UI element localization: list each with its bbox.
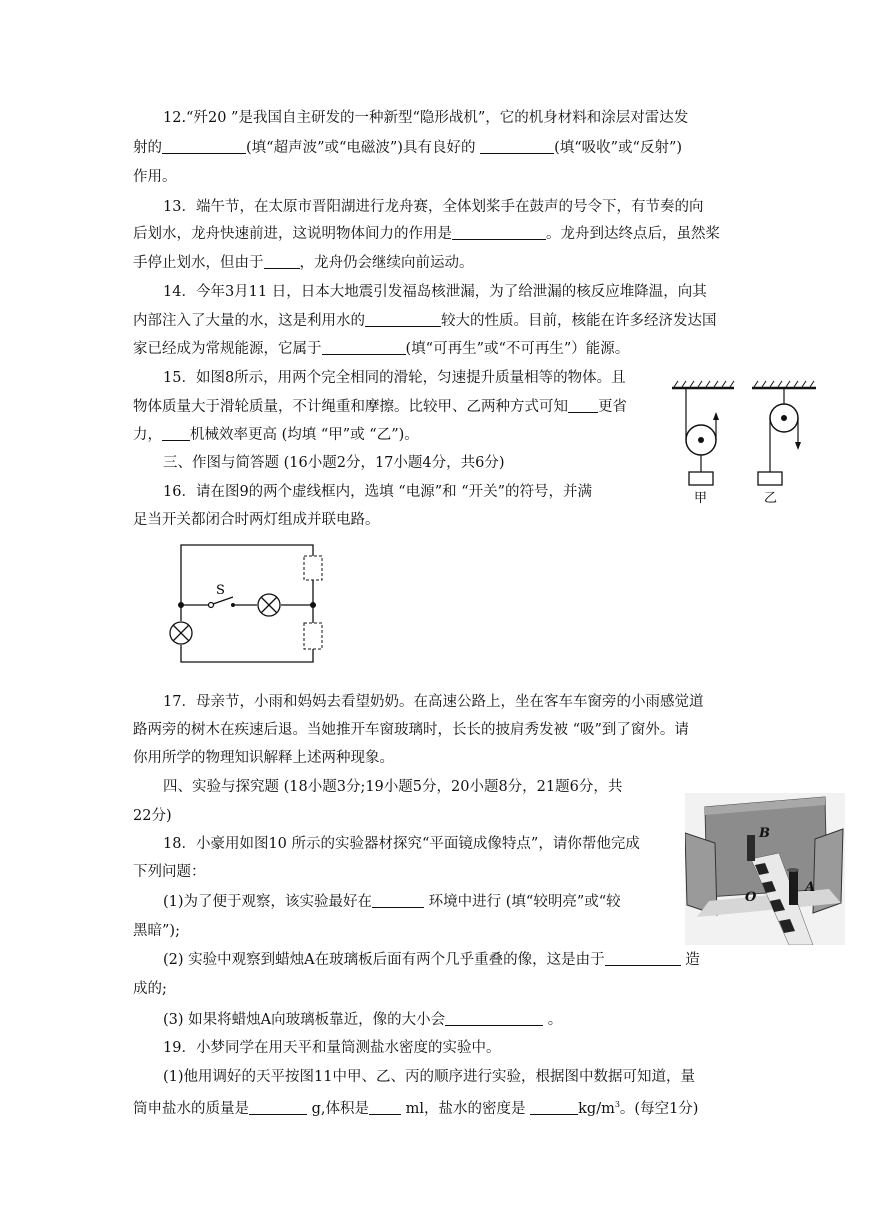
q14-line3 xyxy=(133,339,629,359)
q19-blank-1[interactable] xyxy=(249,1100,307,1115)
q13-line3 xyxy=(133,253,474,273)
q12-line1: 12.“歼20 ”是我国自主研发的一种新型“隐形战机”，它的机身材料和涂层对雷达发 xyxy=(163,110,689,126)
q13-text-a: 后划水，龙舟快速前进，这说明物体间力的作用是 xyxy=(133,226,452,242)
lamp-right xyxy=(258,594,280,616)
q18-line1: 18．小豪用如图10 所示的实验器材探究“平面镜成像特点”，请你帮他完成 xyxy=(163,836,640,852)
q19-text-d: kg/m xyxy=(578,1100,615,1117)
section-4-heading: 四、实验与探究题 (18小题3分;19小题5分，20小题8分，21题6分，共 xyxy=(163,779,623,795)
q14-line2 xyxy=(133,311,717,331)
q18-line2: 下列问题： xyxy=(133,864,206,880)
q16-line1: 16．请在图9的两个虚线框内，选填 “电源”和 “开关”的符号，并满 xyxy=(163,484,593,500)
dashed-box-bottom[interactable] xyxy=(304,623,322,649)
q13-text-d: ，龙舟仍会继续向前运动。 xyxy=(299,255,474,271)
q15-text-a: 物体质量大于滑轮质量，不计绳重和摩擦。比较甲、乙两种方式可知 xyxy=(133,399,568,415)
q18-blank-1[interactable] xyxy=(372,893,424,908)
label-yi: 乙 xyxy=(764,491,778,506)
q13-blank-1[interactable] xyxy=(452,225,546,240)
pulley-yi xyxy=(752,381,816,485)
q19-text-b: g,体积是 xyxy=(311,1100,370,1117)
q14-text-b: 较大的性质。目前，核能在许多经济发达国 xyxy=(441,313,717,329)
label-o: O xyxy=(745,890,757,905)
q14-text-a: 内部注入了大量的水，这是利用水的 xyxy=(133,313,365,329)
label-jia: 甲 xyxy=(694,491,708,506)
q13-line2 xyxy=(133,224,720,244)
q18-p1-text-a: (1)为了便于观察，该实验最好在 xyxy=(163,894,373,910)
q19-text-e: 。(每空1分) xyxy=(619,1100,699,1117)
q13-line1: 13．端午节，在太原市晋阳湖进行龙舟赛，全体划桨手在鼓声的号令下，有节奏的向 xyxy=(163,199,704,215)
q18-p3-text-b: 。 xyxy=(547,1012,563,1028)
q14-text-d: (填“可再生”或“不可再生”）能源。 xyxy=(405,341,630,357)
q12-text-a: 射的 xyxy=(133,140,162,156)
q19-line3 xyxy=(133,1095,698,1119)
q15-line2 xyxy=(133,397,627,417)
q12-line2 xyxy=(133,138,682,158)
q15-line3 xyxy=(133,425,419,445)
q12-line3: 作用。 xyxy=(133,169,177,185)
lamp-left xyxy=(170,622,192,644)
q15-text-d: 机械效率更高 (均填 “甲”或 “乙”)。 xyxy=(190,427,419,443)
q15-blank-2[interactable] xyxy=(162,426,190,441)
label-a: A xyxy=(805,880,816,895)
q14-line1: 14．今年3月11 日，日本大地震引发福岛核泄漏，为了给泄漏的核反应堆降温，向其 xyxy=(163,284,707,300)
q17-line2: 路两旁的树木在疾速后退。当她推开车窗玻璃时，长长的披肩秀发被 “吸”到了窗外。请 xyxy=(133,722,689,738)
dashed-box-top[interactable] xyxy=(304,556,322,580)
q18-part2 xyxy=(163,950,700,970)
q18-p2-text-a: (2) 实验中观察到蜡烛A在玻璃板后面有两个几乎重叠的像，这是由于 xyxy=(163,952,605,968)
q15-text-b: 更省 xyxy=(598,399,627,415)
q13-text-b: 。龙舟到达终点后，虽然桨 xyxy=(546,226,720,242)
q13-blank-2[interactable] xyxy=(264,254,300,269)
q19-superscript: 3 xyxy=(614,1100,620,1109)
q13-text-c: 手停止划水，但由于 xyxy=(133,255,264,271)
q14-blank-2[interactable] xyxy=(322,340,406,355)
q19-line1: 19．小梦同学在用天平和量筒测盐水密度的实验中。 xyxy=(163,1040,501,1056)
q18-part1 xyxy=(163,892,621,912)
q15-text-c: 力， xyxy=(133,427,162,443)
q17-line3: 你用所学的物理知识解释上述两种现象。 xyxy=(133,750,394,766)
q17-line1: 17．母亲节，小雨和妈妈去看望奶奶。在高速公路上，坐在客车车窗旁的小雨感觉道 xyxy=(163,694,704,710)
q12-blank-1[interactable] xyxy=(162,139,246,154)
q12-text-b: (填“超声波”或“电磁波”)具有良好的 xyxy=(246,140,476,156)
q12-text-c: (填“吸收”或“反射”) xyxy=(554,140,683,156)
label-b: B xyxy=(759,826,770,841)
q16-line2: 足当开关都闭合时两灯组成并联电路。 xyxy=(133,512,380,528)
mirror-experiment-photo xyxy=(685,793,845,945)
section-4-heading-cont: 22分) xyxy=(133,808,172,824)
q15-blank-1[interactable] xyxy=(568,398,598,413)
q14-blank-1[interactable] xyxy=(365,312,441,327)
q18-p3-text-a: (3) 如果将蜡烛A向玻璃板靠近，像的大小会 xyxy=(163,1012,446,1028)
circuit-figure xyxy=(165,538,340,668)
q19-line2: (1)他用调好的天平按图11中甲、乙、丙的顺序进行实验，根据图中数据可知道，量 xyxy=(163,1069,695,1085)
q18-p2-text-b: 造 xyxy=(685,952,700,968)
q19-text-c: ml，盐水的密度是 xyxy=(405,1100,526,1117)
q18-part3 xyxy=(163,1010,562,1030)
q19-blank-2[interactable] xyxy=(369,1100,401,1115)
q12-blank-2[interactable] xyxy=(480,139,554,154)
q18-blank-2[interactable] xyxy=(605,951,681,966)
section-3-heading: 三、作图与简答题 (16小题2分，17小题4分，共6分) xyxy=(163,455,505,471)
q18-p1-text-b: 环境中进行 (填“较明亮”或“较 xyxy=(428,894,621,910)
pulley-figure xyxy=(668,378,818,506)
q18-blank-3[interactable] xyxy=(445,1011,543,1026)
q18-part2-cont: 成的; xyxy=(133,981,167,997)
switch-label: S xyxy=(216,583,225,598)
pulley-jia xyxy=(672,381,734,485)
q19-blank-3[interactable] xyxy=(530,1100,578,1115)
q18-part1-cont: 黑暗”); xyxy=(133,923,180,939)
switch-s xyxy=(209,597,236,608)
q19-text-a: 筒申盐水的质量是 xyxy=(133,1100,249,1117)
q14-text-c: 家已经成为常规能源，它属于 xyxy=(133,341,322,357)
q15-line1: 15．如图8所示，用两个完全相同的滑轮，匀速提升质量相等的物体。且 xyxy=(163,370,626,386)
